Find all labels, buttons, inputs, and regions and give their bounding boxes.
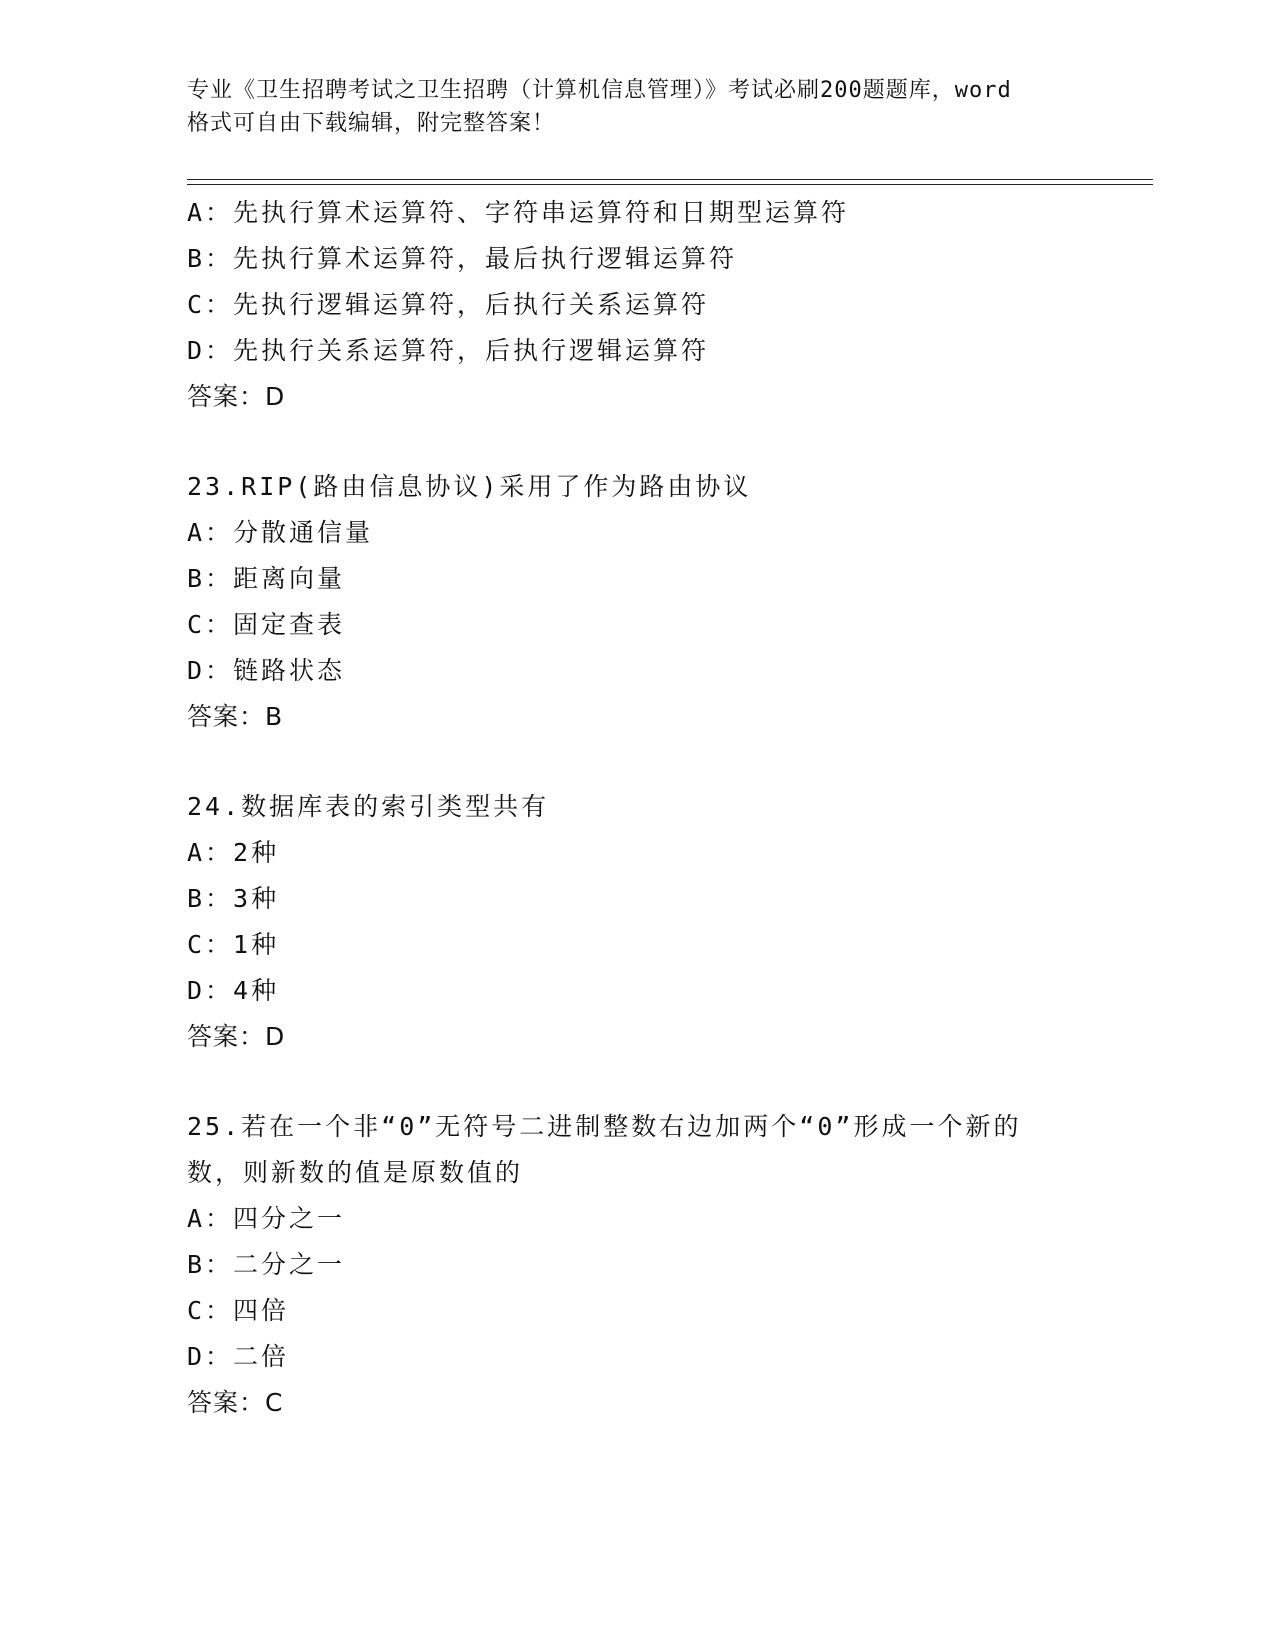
option-b: B：3种 [187,884,280,913]
question-list [187,190,1147,1426]
header-title-line-2: 格式可自由下载编辑，附完整答案！ [187,111,556,136]
option-c: C：1种 [187,930,280,959]
answer: 答案：D [187,1022,286,1051]
option-d: D：4种 [187,976,280,1005]
option-a: A：分散通信量 [187,518,374,547]
question-stem: 23.RIP(路由信息协议)采用了作为路由协议 [187,472,752,501]
question-stem [187,1104,1147,1196]
option-a: A：2种 [187,838,280,867]
option-a: A：先执行算术运算符、字符串运算符和日期型运算符 [187,198,850,227]
option-a: A：四分之一 [187,1204,346,1233]
option-b: B：距离向量 [187,564,346,593]
answer: 答案：C [187,1388,284,1417]
answer: 答案：B [187,702,284,731]
option-d: D：二倍 [187,1342,290,1371]
question-stem-line-2: 数，则新数的值是原数值的 [187,1158,524,1187]
header-title-line-1: 专业《卫生招聘考试之卫生招聘（计算机信息管理）》考试必刷200题题库，word [187,78,1012,103]
option-b: B：先执行算术运算符，最后执行逻辑运算符 [187,244,738,273]
question-stem-line-1: 25.若在一个非“0”无符号二进制整数右边加两个“0”形成一个新的 [187,1112,1022,1141]
question-stem: 24.数据库表的索引类型共有 [187,792,550,821]
question-22 [187,190,1147,420]
header-divider-top [187,179,1153,180]
question-25 [187,1104,1147,1426]
option-d: D：链路状态 [187,656,346,685]
option-c: C：固定查表 [187,610,346,639]
question-23 [187,464,1147,740]
option-d: D：先执行关系运算符，后执行逻辑运算符 [187,336,710,365]
document-header [187,74,1087,140]
header-divider-bottom [187,184,1153,185]
question-24 [187,784,1147,1060]
answer: 答案：D [187,382,286,411]
option-c: C：四倍 [187,1296,290,1325]
option-b: B：二分之一 [187,1250,346,1279]
option-c: C：先执行逻辑运算符，后执行关系运算符 [187,290,710,319]
